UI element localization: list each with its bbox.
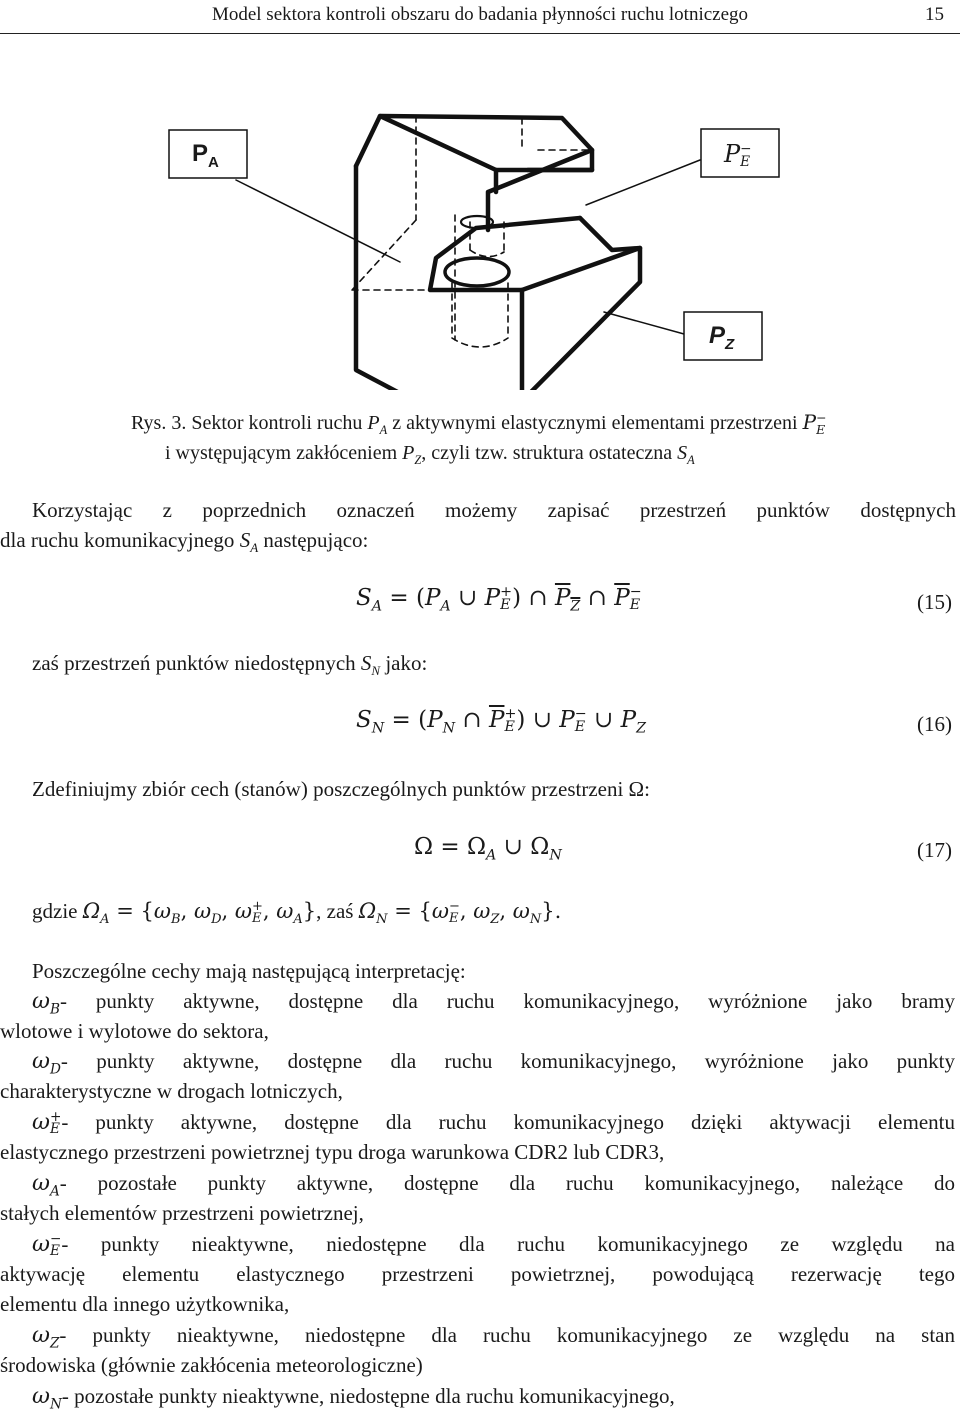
label-pe-minus: P − E <box>724 140 752 170</box>
sector-diagram <box>0 60 960 390</box>
definition-line: stałych elementów przestrzeni powietrznej, <box>0 1201 364 1225</box>
definition-line: wlotowe i wylotowe do sektora, <box>0 1019 269 1043</box>
definition-omega-e-minus: ω − E - punkty nieaktywne, niedostępne dla ruchu komunikacyjnego ze względu na <box>32 1230 955 1259</box>
page-number: 15 <box>925 4 944 25</box>
paragraph-line: Zdefiniujmy zbiór cech (stanów) poszczególnych punktów przestrzeni Ω: <box>32 777 650 801</box>
header-divider <box>0 33 960 34</box>
solid-outline <box>356 116 640 390</box>
equation-16: $S_N = (P_N$ ∩ P + E ) ∪ P − E ∪ $P_Z$ <box>356 706 647 737</box>
definition-omega-d: $\omega_D-$ punkty aktywne, dostępne dla ruchu komunikacyjnego, wyróżnione jako punkty <box>32 1049 955 1078</box>
definition-omega-n: $\omega_N-$ pozostałe punkty nieaktywne, niedostępne dla ruchu komunikacyjnego, <box>32 1384 675 1413</box>
set-definition: gdzie $\Omega_A = \{\omega_B$, $\omega_D$, ω + E , $\omega_A$}, zaś $\Omega_N = \{\omega$ − E , $\omega_Z$, $\omega_N$}. <box>32 898 562 928</box>
paragraph-line: Poszczególne cechy mają następującą interpretację: <box>32 959 466 983</box>
equation-number-15: (15) <box>917 590 952 614</box>
definition-omega-a: $\omega_A-$ pozostałe punkty aktywne, dostępne dla ruchu komunikacyjnego, należące do <box>32 1171 955 1200</box>
equation-number-17: (17) <box>917 838 952 862</box>
running-header-title: Model sektora kontroli obszaru do badania płynności ruchu lotniczego <box>211 4 749 25</box>
definition-line: charakterystyczne w drogach lotniczych, <box>0 1079 343 1103</box>
equation-number-16: (16) <box>917 712 952 736</box>
definition-omega-b: $\omega_B-$ punkty aktywne, dostępne dla ruchu komunikacyjnego, wyróżnione jako bramy <box>32 989 955 1018</box>
equation-17: $\Omega = \Omega_A$ ∪ $\Omega_N$ <box>414 834 562 864</box>
label-pz: $P_Z$ <box>709 322 735 353</box>
paragraph-line: dla ruchu komunikacyjnego $S_A$ następująco: <box>0 528 369 556</box>
figure-caption-line1: Rys. 3. Sektor kontroli ruchu $P_A$ z aktywnymi elastycznymi elementami przestrzeni P − E <box>131 410 827 437</box>
definition-line: aktywację elementu elastycznego przestrzeni powietrznej, powodującą rezerwację tego <box>0 1262 955 1286</box>
paragraph-line: zaś przestrzeń punktów niedostępnych $S_N$ jako: <box>32 651 428 679</box>
definition-line: elementu dla innego użytkownika, <box>0 1292 290 1316</box>
definition-omega-z: $\omega_Z-$ punkty nieaktywne, niedostępne dla ruchu komunikacyjnego ze względu na stan <box>32 1323 955 1352</box>
figure-caption-line2: i występującym zakłóceniem $P_Z$, czyli tzw. struktura ostateczna $S_A$ <box>165 442 695 467</box>
definition-omega-e-plus: ω + E - punkty aktywne, dostępne dla ruchu komunikacyjnego dzięki aktywacji elementu <box>32 1108 955 1137</box>
definition-line: środowiska (głównie zakłócenia meteorologiczne) <box>0 1353 423 1377</box>
definition-line: elastycznego przestrzeni powietrznej typu droga warunkowa CDR2 lub CDR3, <box>0 1140 665 1164</box>
paragraph-line: Korzystając z poprzednich oznaczeń możemy zapisać przestrzeń punktów dostępnych <box>32 498 956 522</box>
equation-15: $S_A = (P_A$ ∪ P + E ) ∩ $P_Z$ ∩ P − E <box>356 584 642 615</box>
label-pa: $P_A$ <box>192 140 219 171</box>
